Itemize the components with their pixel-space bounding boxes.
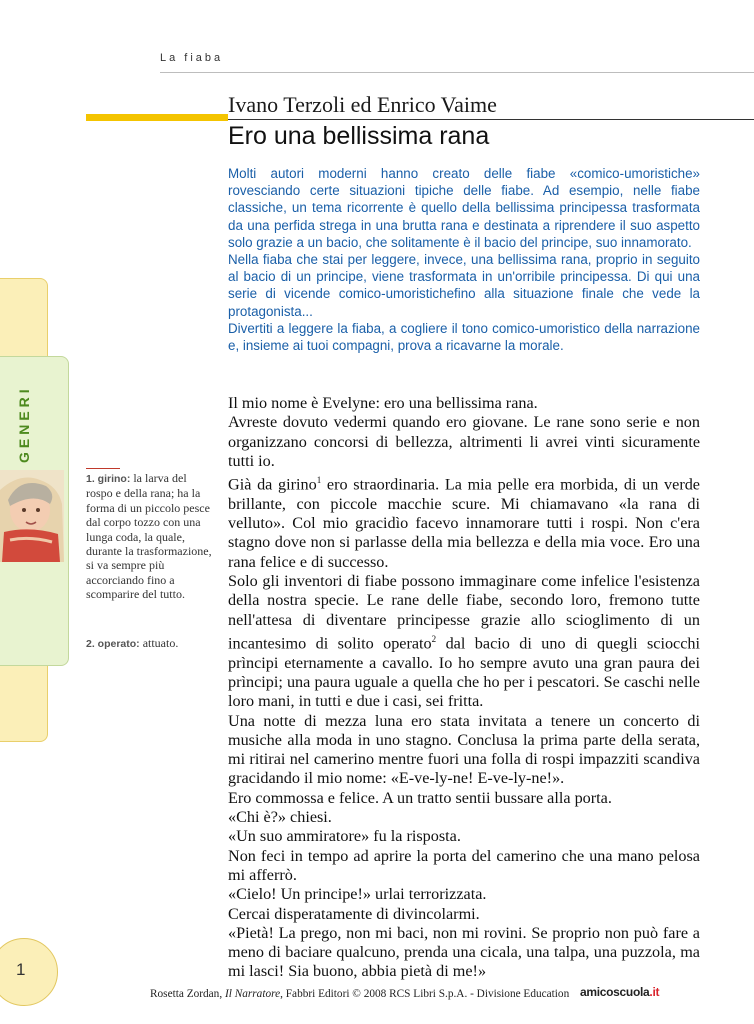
- story-paragraph: Non feci in tempo ad aprire la porta del camerino che una mano pelosa mi afferrò.: [228, 846, 700, 884]
- story-paragraph: «Pietà! La prego, non mi baci, non mi rovini. Se proprio non può fare a meno di baciare qualcuno, prenda una cicala, una talpa, una puzzola, ma mi lasci! Sia buono, abbia pietà di me!»: [228, 923, 700, 981]
- footnote-term: 1. girino:: [86, 473, 131, 485]
- footnote-ref-1[interactable]: 1: [316, 475, 322, 486]
- story-paragraph: Avreste dovuto vedermi quando ero giovane. Le rane sono serie e non organizzano concorsi di bellezza, altrimenti li avrei vinti sicuramente tutti io.: [228, 413, 700, 470]
- footnote-divider: [86, 468, 120, 469]
- footnote-text: la larva del rospo e della rana; ha la forma di un piccolo pesce dal corpo tozzo con una lunga coda, la quale, durante la trasformazione, si va sempre più accorciando fino a scomparire del tutto.: [86, 471, 212, 602]
- story-paragraph: «Un suo ammiratore» fu la risposta.: [228, 827, 461, 846]
- footnote-text: attuato.: [142, 635, 179, 650]
- story-paragraph: Solo gli inventori di fiabe possono immaginare come infelice l'esistenza della nostra specie. Le rane delle fiabe, secondo loro, fremono tutte nell'attesa di diventare principesse grazie allo scioglimento di un incantesimo di solito operato$^2$ dal bacio di uno di quegli sciocchi prìncipi eternamente a cavallo. Io ho sempre avuto una gran paura dei prìncipi; una paura uguale a quella che ho per i pescatori. Se caschi nelle loro mani, in tutti e due i casi, sei fritta.: [228, 572, 700, 711]
- footnote-1: [86, 471, 214, 602]
- story-paragraph: Già da girino$^1$ ero straordinaria. La mia pelle era morbida, di un verde brillante, con piccole macchie scure. Mi chiamavano «la rana di velluto». Col mio gracidìo facevo innamorare tutti i rospi. Non c'era stagno dove non si parlasse della mia bellezza e della mia voce. Ero una rana felice e di successo.: [228, 475, 700, 571]
- page-number-badge: [0, 938, 58, 1006]
- footnote-term: 2. operato:: [86, 637, 140, 650]
- story-paragraph: Una notte di mezza luna ero stata invitata a tenere un concerto di musiche alla moda in uno stagno. Conclusa la prima parte della serata, mi ritirai nel camerino mentre fuori una folla di rospi impazziti scandiva gracidando il mio nome: «E-ve-ly-ne! E-ve-ly-ne!».: [228, 711, 700, 788]
- story-paragraph: «Chi è?» chiesi.: [228, 808, 332, 827]
- publisher-credit: Rosetta Zordan, Il Narratore, Fabbri Editori © 2008 RCS Libri S.p.A. - Divisione Education: [150, 988, 570, 1000]
- illustration-image: [0, 470, 64, 562]
- yellow-accent-bar: [86, 114, 228, 121]
- story-paragraph: Il mio nome è Evelyne: ero una bellissima rana.: [228, 394, 538, 412]
- intro-paragraph: Nella fiaba che stai per leggere, invece, una bellissima rana, proprio in seguito al bacio di un principe, viene trasformata in un'orribile principessa. Di qui una serie di vicende comico-umoristichefino alla situazione finale che vede la protagonista...: [228, 252, 700, 319]
- story-text: [228, 394, 700, 982]
- intro-paragraph: Divertiti a leggere la fiaba, a cogliere il tono comico-umoristico della narrazione e, insieme ai tuoi compagni, prova a ricavarne la morale.: [228, 320, 700, 354]
- side-tab-label: GENERI: [16, 385, 32, 463]
- page-number: 1: [16, 960, 26, 979]
- story-paragraph: Cercai disperatamente di divincolarmi.: [228, 904, 480, 923]
- footnote-2: [86, 636, 214, 651]
- footnote-ref-2[interactable]: 2: [431, 633, 437, 644]
- illustration-thumbnail: [0, 470, 64, 562]
- article-title: Ero una bellissima rana: [228, 122, 490, 150]
- amicoscuola-logo[interactable]: amicoscuola.it: [580, 985, 660, 999]
- section-label: La fiaba: [160, 52, 224, 64]
- header-divider: [160, 72, 754, 73]
- intro-paragraph: Molti autori moderni hanno creato delle fiabe «comico-umoristiche» rovesciando certe situazioni tipiche delle fiabe. Ad esempio, nelle fiabe classiche, un tema ricorrente è quello della bellissima principessa trasformata da una perfida strega in una brutta rana e destinata a riprendere il suo aspetto solo grazie a un bacio, che solitamente è il bacio del principe, suo innamorato.: [228, 166, 700, 250]
- footnotes: [86, 471, 214, 651]
- article-author: Ivano Terzoli ed Enrico Vaime: [228, 92, 497, 117]
- author-divider: [228, 119, 754, 120]
- story-paragraph: Ero commossa e felice. A un tratto sentii bussare alla porta.: [228, 788, 612, 807]
- intro-block: [228, 165, 700, 354]
- story-paragraph: «Cielo! Un principe!» urlai terrorizzata.: [228, 885, 487, 904]
